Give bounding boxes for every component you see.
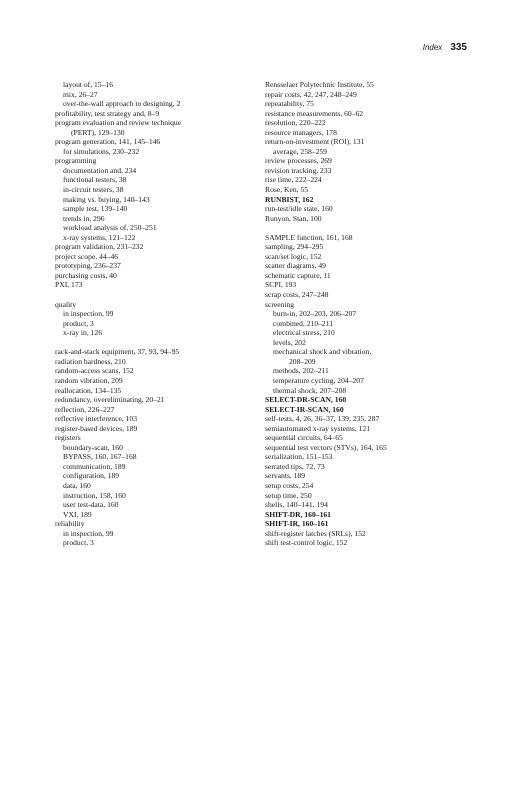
page-number: 335 [450, 42, 467, 53]
index-entry: radiation hardness, 210 [55, 356, 126, 366]
index-subentry: workload analysis of, 250–251 [63, 223, 157, 233]
index-subentry: instruction, 158, 160 [63, 490, 126, 500]
index-entry: reflective interference, 103 [55, 414, 138, 424]
index-entry: Rensselaer Polytechnic Institute, 55 [265, 80, 374, 89]
index-subentry: burn-in, 202–203, 206–207 [273, 309, 357, 319]
index-subentry: VXI, 189 [63, 509, 92, 519]
index-entry: shift test-control logic, 152 [265, 538, 348, 548]
index-subentry: in inspection, 99 [63, 528, 114, 538]
index-entry: setup costs, 254 [265, 480, 314, 490]
index-entry: SHIFT-IR, 160–161 [265, 519, 329, 529]
index-entry: setup time, 250 [265, 490, 312, 500]
index-entry: random-access scans, 152 [55, 366, 134, 376]
index-subentry: product, 3 [63, 318, 94, 328]
index-subentry: sample test, 139–140 [63, 204, 128, 214]
index-entry: program evaluation and review technique [55, 118, 182, 128]
index-subentry: in-circuit testers, 38 [63, 185, 124, 195]
index-entry: schematic capture, 11 [265, 270, 331, 280]
index-entry: repeatability, 75 [265, 99, 314, 109]
index-entry: programming [55, 156, 97, 166]
index-subentry: configuration, 189 [63, 471, 120, 481]
running-title: Index [422, 43, 443, 52]
index-section-gap [55, 338, 255, 348]
index-entry: scrap costs, 247–248 [265, 290, 329, 300]
index-subentry: mechanical shock and vibration, [273, 347, 372, 357]
index-subentry: levels, 202 [273, 337, 306, 347]
index-entry: serrated tips, 72, 73 [265, 461, 325, 471]
index-entry: PXI, 173 [55, 280, 83, 290]
index-subentry: for simulations, 230–232 [63, 146, 140, 156]
running-header [423, 42, 467, 53]
index-entry: SELECT-IR-SCAN, 160 [265, 404, 344, 414]
index-subentry: x-ray in, 126 [63, 328, 103, 338]
index-section-gap [265, 223, 465, 233]
index-entry: random vibration, 209 [55, 375, 123, 385]
index-entry: registers [55, 433, 81, 443]
index-subentry: average, 258–259 [273, 146, 327, 156]
index-subentry: trends in, 296 [63, 213, 105, 223]
index-subentry: electrical stress, 210 [273, 328, 335, 338]
index-entry: rise time, 222–224 [265, 175, 322, 185]
index-entry: SAMPLE function, 161, 168 [265, 232, 353, 242]
index-subentry: x-ray systems, 121–122 [63, 232, 136, 242]
index-entry: resolution, 220–222 [265, 118, 326, 128]
index-entry: register-based devices, 189 [55, 423, 138, 433]
index-column-right [265, 80, 465, 548]
index-subentry: over-the-wall approach to designing, 2 [63, 99, 181, 109]
index-subentry: user test-data, 160 [63, 500, 119, 510]
index-entry: scan/set logic, 152 [265, 251, 322, 261]
index-subentry: product, 3 [63, 538, 94, 548]
index-entry: quality [55, 299, 77, 309]
index-entry: sampling, 294–295 [265, 242, 324, 252]
index-subentry: functional testers, 38 [63, 175, 127, 185]
index-subentry: in inspection, 99 [63, 309, 114, 319]
index-entry: serialization, 151–153 [265, 452, 333, 462]
index-entry: scatter diagrams, 49 [265, 261, 326, 271]
index-entry: reallocation, 134–135 [55, 385, 122, 395]
index-entry: shells, 140–141, 194 [265, 500, 328, 510]
index-column-left [55, 80, 255, 548]
index-subentry: data, 160 [63, 480, 91, 490]
index-entry: RUNBIST, 162 [265, 194, 314, 204]
index-entry: redundancy, overeliminating, 20–21 [55, 395, 165, 405]
index-entry: reflection, 226–227 [55, 404, 115, 414]
index-entry: SHIFT-DR, 160–161 [265, 509, 331, 519]
index-entry: run-test/idle state, 160 [265, 204, 333, 214]
index-entry: Runyon, Stan, 100 [265, 213, 322, 223]
index-entry: repair costs, 42, 247, 248–249 [265, 89, 357, 99]
index-subentry: mix, 26–27 [63, 89, 98, 99]
index-entry: review processes, 269 [265, 156, 332, 166]
index-entry: return-on-investment (ROI), 131 [265, 137, 365, 147]
index-subentry: (PERT), 129–130 [71, 127, 125, 137]
index-entry: Rose, Ken, 55 [265, 185, 309, 195]
index-entry: purchasing costs, 40 [55, 270, 117, 280]
index-entry: shift-register latches (SRLs), 152 [265, 528, 366, 538]
index-entry: screening [265, 299, 295, 309]
index-subentry: layout of, 15–16 [63, 80, 113, 89]
index-section-gap [55, 290, 255, 300]
index-entry: revision tracking, 233 [265, 165, 332, 175]
index-entry: SELECT-DR-SCAN, 160 [265, 395, 347, 405]
index-entry: SCPI, 193 [265, 280, 297, 290]
index-entry: servants, 189 [265, 471, 306, 481]
index-entry: resistance measurements, 60–62 [265, 108, 364, 118]
index-subentry: temperature cycling, 204–207 [273, 375, 364, 385]
index-entry: sequential circuits, 64–65 [265, 433, 343, 443]
index-subentry: thermal shock, 207–208 [273, 385, 347, 395]
index-subentry: BYPASS, 160, 167–168 [63, 452, 137, 462]
index-entry: prototyping, 236–237 [55, 261, 121, 271]
index-subentry: combined, 210–211 [273, 318, 334, 328]
index-entry: program generation, 141, 145–146 [55, 137, 161, 147]
index-subentry: methods, 202–211 [273, 366, 329, 376]
index-subentry: making vs. buying, 140–143 [63, 194, 150, 204]
index-subentry: boundary-scan, 160 [63, 442, 123, 452]
index-entry: profitability, test strategy and, 8–9 [55, 108, 160, 118]
index-entry: semiautomated x-ray systems, 121 [265, 423, 371, 433]
index-entry: self-tests, 4, 26, 36–37, 139, 235, 287 [265, 414, 380, 424]
index-entry: rack-and-stack equipment, 37, 93, 94–95 [55, 347, 180, 357]
index-entry: program validation, 231–232 [55, 242, 144, 252]
index-subentry: documentation and, 234 [63, 165, 137, 175]
index-entry: resource managers, 178 [265, 127, 337, 137]
index-entry: reliability [55, 519, 85, 529]
index-subentry: communication, 189 [63, 461, 126, 471]
index-entry: sequential test vectors (STVs), 164, 165 [265, 442, 387, 452]
index-subentry: 208–209 [289, 356, 316, 366]
index-entry: project scope, 44–46 [55, 251, 119, 261]
